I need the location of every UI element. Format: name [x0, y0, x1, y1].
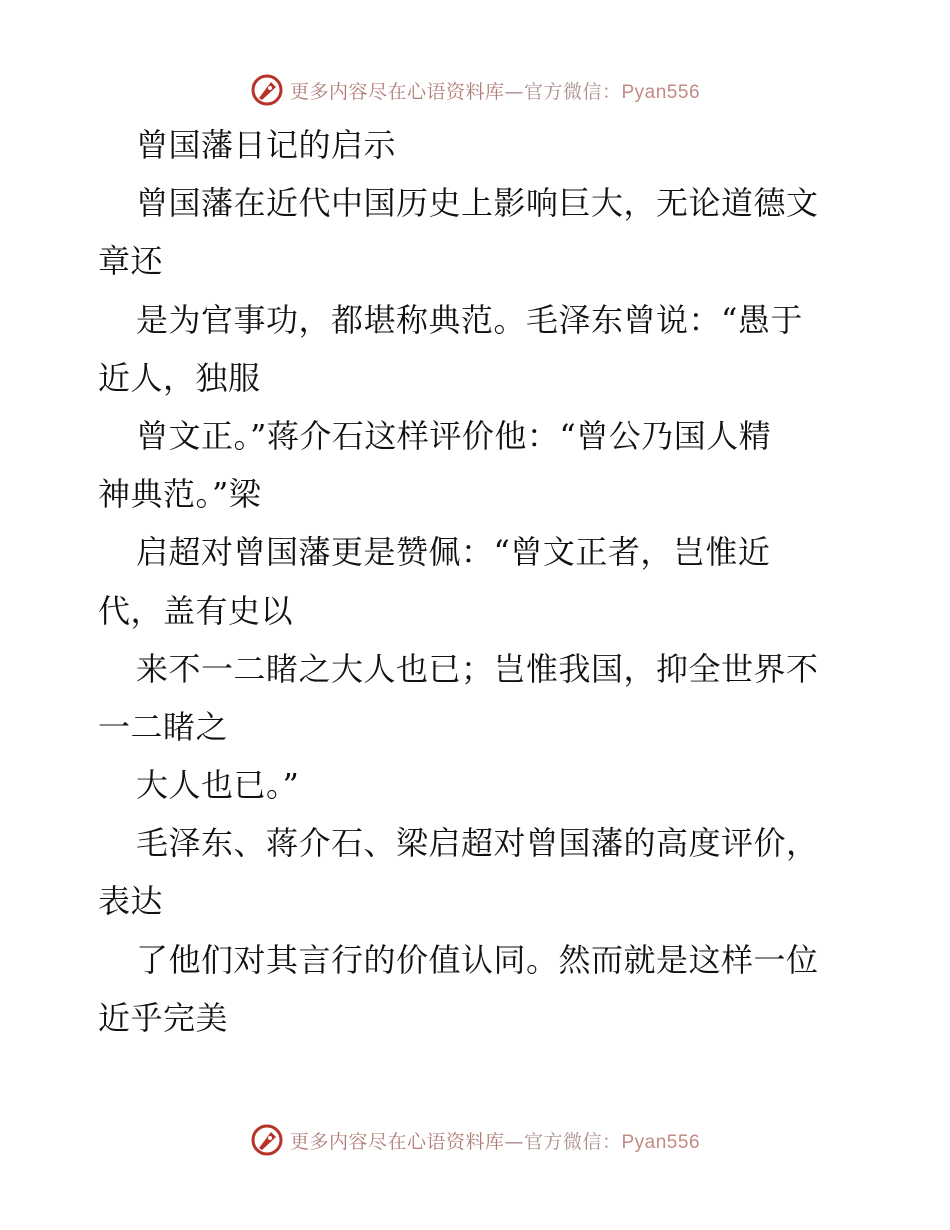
text-line: 近乎完美 — [98, 998, 229, 1037]
paragraph-lines — [98, 174, 858, 1047]
text-line: 章还 — [98, 242, 164, 281]
document-title: 曾国藩日记的启示 — [136, 126, 397, 164]
banner-dash: — — [504, 1130, 524, 1153]
text-line: 近人，独服 — [98, 358, 261, 397]
text-line: 毛泽东、蒋介石、梁启超对曾国藩的高度评价， — [136, 824, 819, 863]
banner-wechat-label: 官方微信： — [523, 1130, 622, 1153]
footer-banner — [0, 1120, 950, 1160]
text-line: 曾国藩在近代中国历史上影响巨大，无论道德文 — [136, 184, 819, 223]
text-line: 启超对曾国藩更是赞佩：“曾文正者，岂惟近 — [136, 533, 771, 572]
banner-text — [290, 77, 700, 104]
text-line: 是为官事功，都堪称典范。毛泽东曾说：“愚于 — [136, 300, 803, 339]
text-line: 了他们对其言行的价值认同。然而就是这样一位 — [136, 940, 819, 979]
banner-wechat-label: 官方微信： — [523, 80, 622, 103]
text-line: 一二睹之 — [98, 707, 229, 746]
text-line: 代，盖有史以 — [98, 591, 294, 630]
banner-text — [290, 1127, 700, 1154]
text-line: 神典范。”梁 — [98, 475, 262, 514]
banner-wechat-id: Pyan556 — [621, 81, 701, 103]
text-line: 表达 — [98, 882, 164, 921]
document-body — [98, 116, 858, 1047]
text-line: 来不一二睹之大人也已；岂惟我国，抑全世界不 — [136, 649, 819, 688]
banner-dash: — — [504, 80, 524, 103]
text-line: 大人也已。” — [136, 766, 300, 805]
banner-wechat-id: Pyan556 — [621, 1131, 701, 1153]
text-line: 曾文正。”蒋介石这样评价他：“曾公乃国人精 — [136, 416, 772, 455]
header-banner — [0, 70, 950, 110]
banner-site-text: 更多内容尽在心语资料库 — [289, 80, 505, 103]
banner-site-text: 更多内容尽在心语资料库 — [289, 1130, 505, 1153]
pen-nib-logo-icon — [250, 1123, 284, 1157]
pen-nib-logo-icon — [250, 73, 284, 107]
